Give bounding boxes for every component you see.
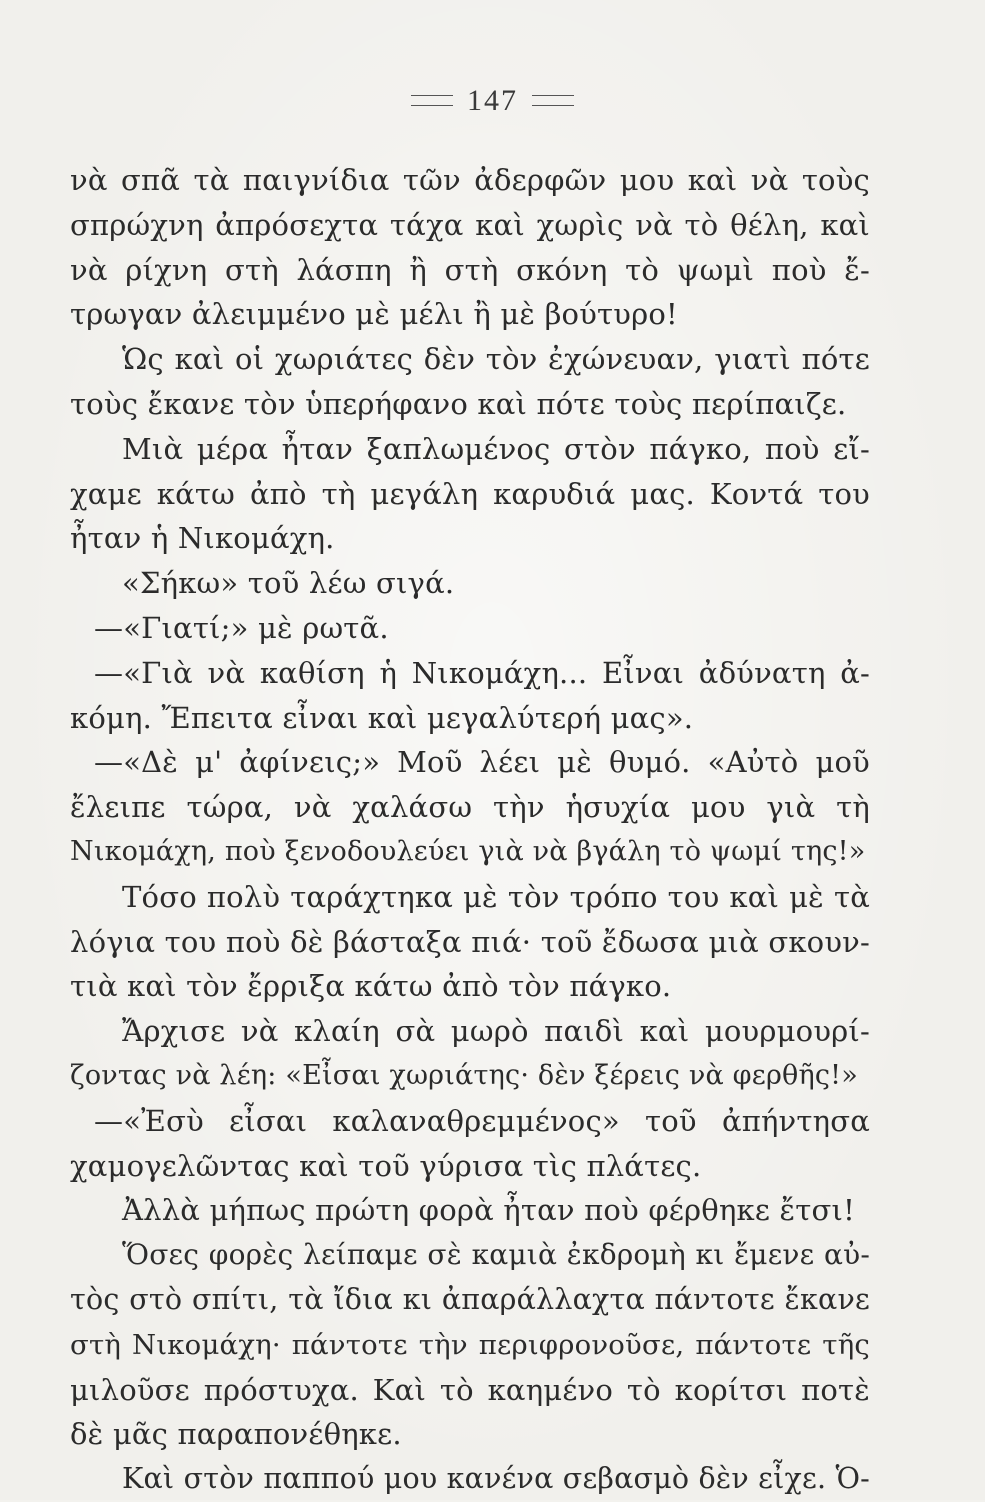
dialogue-line: —«Δὲ μ' ἀφίνεις;» Μοῦ λέει μὲ θυμό. «Αὐτὸ μοῦ xyxy=(94,745,870,780)
paragraph-start: Μιὰ μέρα ἦταν ξαπλωμένος στὸν πάγκο, ποὺ εἴ- xyxy=(122,431,870,466)
text-line: λόγια του ποὺ δὲ βάσταξα πιά· τοῦ ἔδωσα μιὰ σκουν- xyxy=(70,924,870,959)
paragraph-start: Καὶ στὸν παππού μου κανένα σεβασμὸ δὲν εἶχε. Ὁ- xyxy=(122,1462,870,1496)
paragraph-start: Ἀλλὰ μήπως πρώτη φορὰ ἦταν ποὺ φέρθηκε ἔτσι! xyxy=(122,1193,855,1228)
text-line: τοὺς ἔκανε τὸν ὑπερήφανο καὶ πότε τοὺς περίπαιζε. xyxy=(70,386,847,421)
text-line: ἦταν ἡ Νικομάχη. xyxy=(70,521,335,556)
text-line: χαμε κάτω ἀπὸ τὴ μεγάλη καρυδιά μας. Κοντά του xyxy=(70,476,870,511)
dialogue-line: «Σήκω» τοῦ λέω σιγά. xyxy=(122,566,455,601)
dialogue-line: —«Γιὰ νὰ καθίση ἡ Νικομάχη... Εἶναι ἀδύνατη ἀ- xyxy=(94,655,870,690)
text-line: ζοντας νὰ λέη: «Εἶσαι χωριάτης· δὲν ξέρεις νὰ φερθῆς!» xyxy=(70,1059,858,1091)
paragraph-start: Τόσο πολὺ ταράχτηκα μὲ τὸν τρόπο του καὶ μὲ τὰ xyxy=(122,879,870,914)
text-line: κόμη. Ἔπειτα εἶναι καὶ μεγαλύτερή μας». xyxy=(70,700,694,735)
text-line: νὰ σπᾶ τὰ παιγνίδια τῶν ἀδερφῶν μου καὶ νὰ τοὺς xyxy=(70,163,870,197)
text-line: μιλοῦσε πρόστυχα. Καὶ τὸ καημένο τὸ κορίτσι ποτὲ xyxy=(70,1372,870,1407)
dialogue-line: —«Γιατί;» μὲ ρωτᾶ. xyxy=(94,610,389,645)
text-line: τὸς στὸ σπίτι, τὰ ἴδια κι ἀπαράλλαχτα πάντοτε ἔκανε xyxy=(70,1282,870,1316)
text-line: χαμογελῶντας καὶ τοῦ γύρισα τὶς πλάτες. xyxy=(70,1148,702,1183)
text-line: τρωγαν ἀλειμμένο μὲ μέλι ἢ μὲ βούτυρο! xyxy=(70,297,678,332)
page-body xyxy=(70,158,870,1502)
left-rule xyxy=(411,95,453,106)
text-line: ἔλειπε τώρα, νὰ χαλάσω τὴν ἡσυχία μου γιὰ τὴ xyxy=(70,790,870,825)
page-number: 147 xyxy=(467,84,518,117)
dialogue-line: —«Ἐσὺ εἶσαι καλαναθρεμμένος» τοῦ ἀπήντησα xyxy=(94,1103,870,1138)
paragraph-start: Ὡς καὶ οἱ χωριάτες δὲν τὸν ἐχώνευαν, γιατὶ πότε xyxy=(122,342,870,377)
right-rule xyxy=(532,95,574,106)
text-line: Νικομάχη, ποὺ ξενοδουλεύει γιὰ νὰ βγάλη τὸ ψωμί της!» xyxy=(70,835,866,867)
paragraph-start: Ὅσες φορὲς λείπαμε σὲ καμιὰ ἐκδρομὴ κι ἔμενε αὐ- xyxy=(122,1238,870,1272)
text-line: στὴ Νικομάχη· πάντοτε τὴν περιφρονοῦσε, πάντοτε τῆς xyxy=(70,1328,870,1361)
text-line: νὰ ρίχνη στὴ λάσπη ἢ στὴ σκόνη τὸ ψωμὶ ποὺ ἔ- xyxy=(70,252,870,287)
text-line: σπρώχνη ἀπρόσεχτα τάχα καὶ χωρὶς νὰ τὸ θέλη, καὶ xyxy=(70,207,870,242)
page-header xyxy=(0,84,985,118)
paragraph-start: Ἄρχισε νὰ κλαίη σὰ μωρὸ παιδὶ καὶ μουρμουρί- xyxy=(122,1014,870,1049)
text-line: τιὰ καὶ τὸν ἔρριξα κάτω ἀπὸ τὸν πάγκο. xyxy=(70,969,672,1004)
text-line: δὲ μᾶς παραπονέθηκε. xyxy=(70,1417,402,1452)
